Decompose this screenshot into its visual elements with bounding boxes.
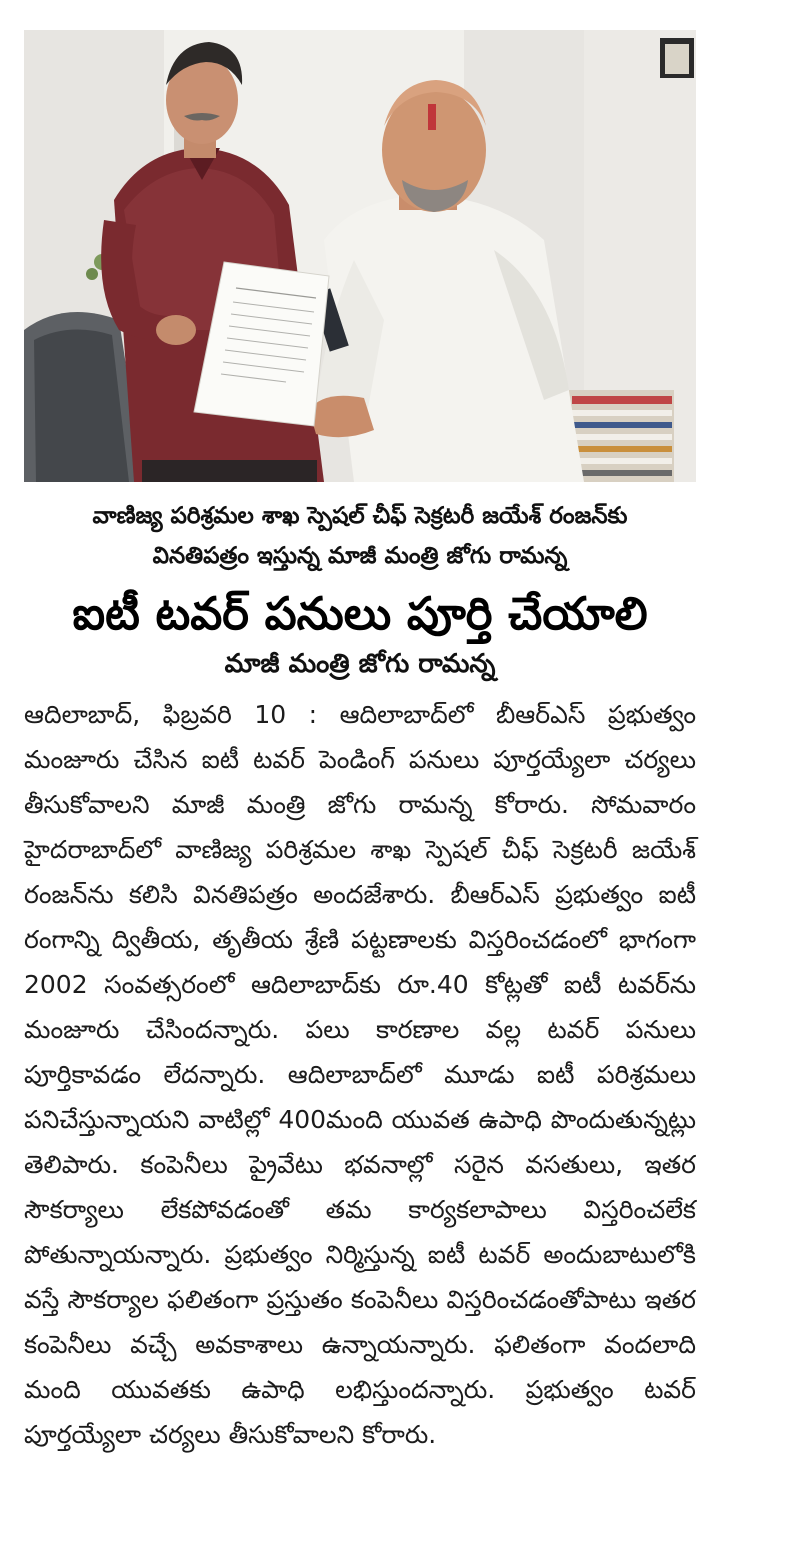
article-paragraph: ఆదిలాబాద్, ఫిబ్రవరి 10 : ఆదిలాబాద్‌లో బీఆర్ఎస్ ప్రభుత్వం మంజూరు చేసిన ఐటీ టవర్ పెండింగ్ పనులు పూర్తయ్యేలా చర్యలు తీసుకోవాలని మాజీ మంత్రి జోగు రామన్న కోరారు. సోమవారం హైదరాబాద్‌లో వాణిజ్య పరిశ్రమల శాఖ స్పెషల్ చీఫ్ సెక్రటరీ జయేశ్ రంజన్‌ను కలిసి వినతిపత్రం అందజేశారు. బీఆర్ఎస్ ప్రభుత్వం ఐటీ రంగాన్ని ద్వితీయ, తృతీయ శ్రేణి పట్టణాలకు విస్తరించడంలో భాగంగా 2002 సంవత్సరంలో ఆదిలాబాద్‌కు రూ.40 కోట్లతో ఐటీ టవర్‌ను మంజూరు చేసిందన్నారు. పలు కారణాల వల్ల టవర్ పనులు పూర్తికావడం లేదన్నారు. ఆదిలాబాద్‌లో మూడు ఐటీ పరిశ్రమలు పనిచేస్తున్నాయని వాటిల్లో 400మంది యువత ఉపాధి పొందుతున్నట్లు తెలిపారు. కంపెనీలు ప్రైవేటు భవనాల్లో సరైన వసతులు, ఇతర సౌకర్యాలు లేకపోవడంతో తమ కార్యకలాపాలు విస్తరించలేక పోతున్నాయన్నారు. ప్రభుత్వం నిర్మిస్తున్న ఐటీ టవర్ అందుబాటులోకి వస్తే సౌకర్యాల ఫలితంగా ప్రస్తుతం కంపెనీలు విస్తరించడంతోపాటు ఇతర కంపెనీలు వచ్చే అవకాశాలు ఉన్నాయన్నారు. ఫలితంగా వందలాది మంది యువతకు ఉపాధి లభిస్తుందన్నారు. ప్రభుత్వం టవర్ పూర్తయ్యేలా చర్యలు తీసుకోవాలని కోరారు. (24, 700, 696, 1449)
photo-caption (24, 496, 696, 576)
photo-caption-line-2: వినతిపత్రం ఇస్తున్న మాజీ మంత్రి జోగు రామన్న (152, 543, 568, 569)
file-stack (569, 390, 674, 482)
article-subhead: మాజీ మంత్రి జోగు రామన్న (224, 649, 496, 679)
news-photo (24, 30, 696, 482)
article-body (24, 692, 696, 1457)
article-headline: ఐటీ టవర్ పనులు పూర్తి చేయాలి (72, 587, 648, 640)
photo-caption-line-1: వాణిజ్య పరిశ్రమల శాఖ స్పెషల్ చీఫ్ సెక్రటరీ జయేశ్ రంజన్‌కు (92, 503, 628, 529)
news-clipping (24, 30, 696, 1457)
